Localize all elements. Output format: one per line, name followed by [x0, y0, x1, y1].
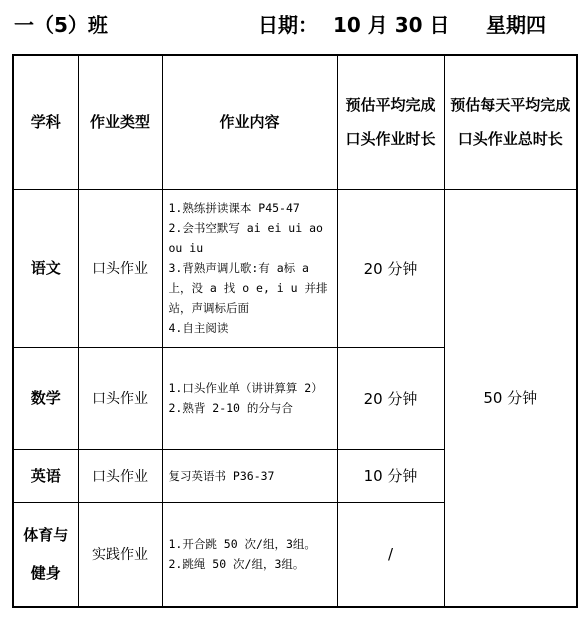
subject-cell: 数学 — [13, 347, 78, 449]
homework-table — [12, 54, 578, 608]
header-type: 作业类型 — [78, 55, 162, 189]
time-cell: / — [337, 502, 444, 607]
class-name: 一（5）班 — [14, 13, 108, 37]
content-line: 2.会书空默写 ai ei ui ao ou iu — [168, 221, 323, 255]
type-cell: 口头作业 — [78, 347, 162, 449]
type-cell: 口头作业 — [78, 449, 162, 502]
subject-cell: 英语 — [13, 449, 78, 502]
header-row — [13, 55, 577, 189]
header-subject: 学科 — [13, 55, 78, 189]
content-line: 2.跳绳 50 次/组，3组。 — [168, 557, 305, 572]
header-est-time: 预估平均完成口头作业时长 — [337, 55, 444, 189]
content-line: 1.熟练拼读课本 P45-47 — [168, 201, 300, 215]
content-line: 4.自主阅读 — [168, 321, 229, 335]
time-cell: 10 分钟 — [337, 449, 444, 502]
time-cell: 20 分钟 — [337, 189, 444, 347]
header-daily-total: 预估每天平均完成口头作业总时长 — [444, 55, 577, 189]
type-cell: 口头作业 — [78, 189, 162, 347]
content-cell — [162, 347, 337, 449]
content-cell — [162, 449, 337, 502]
date-label: 日期： — [258, 13, 318, 37]
content-cell — [162, 502, 337, 607]
table-row — [13, 189, 577, 347]
type-cell: 实践作业 — [78, 502, 162, 607]
content-line: 1.开合跳 50 次/组，3组。 — [168, 537, 316, 552]
time-cell: 20 分钟 — [337, 347, 444, 449]
subject-cell: 语文 — [13, 189, 78, 347]
content-line: 复习英语书 P36-37 — [168, 468, 275, 483]
header-content: 作业内容 — [162, 55, 337, 189]
subject-cell: 体育与健身 — [13, 502, 78, 607]
daily-total-cell: 50 分钟 — [444, 189, 577, 607]
page-header — [0, 8, 588, 42]
content-cell — [162, 189, 337, 347]
weekday: 星期四 — [486, 13, 546, 37]
date-value: 10 月 30 日 — [333, 13, 450, 37]
content-line: 3.背熟声调儿歌:有 a标 a上，没 a 找 o e, i u 并排站，声调标后面 — [168, 261, 328, 315]
content-line: 2.熟背 2-10 的分与合 — [168, 401, 293, 415]
content-line: 1.口头作业单（讲讲算算 2） — [168, 381, 323, 395]
